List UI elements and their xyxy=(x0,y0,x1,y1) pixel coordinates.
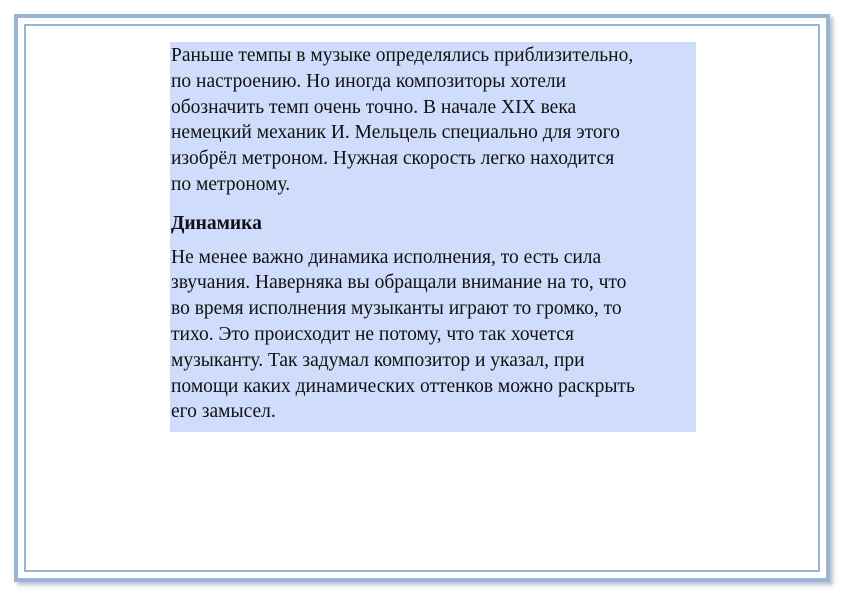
paragraph-dynamics xyxy=(171,245,696,426)
paragraph-line: по метроному. xyxy=(171,173,291,195)
paragraph-tempo xyxy=(171,42,696,198)
text-box xyxy=(170,42,696,432)
paragraph-line: тихо. Это происходит не потому, что так хочется xyxy=(171,323,574,345)
paragraph-line: помощи каких динамических оттенков можно раскрыть xyxy=(171,375,635,397)
paragraph-line: музыканту. Так задумал композитор и указал, при xyxy=(171,349,585,371)
paragraph-line: Не менее важно динамика исполнения, то есть сила xyxy=(171,246,602,268)
paragraph-line: немецкий механик И. Мельцель специально для этого xyxy=(171,122,620,144)
paragraph-line: изобрёл метроном. Нужная скорость легко находится xyxy=(171,148,615,170)
section-heading: Динамика xyxy=(171,212,262,234)
paragraph-line: Раньше темпы в музыке определялись приблизительно, xyxy=(171,45,634,66)
paragraph-line: его замысел. xyxy=(171,401,276,423)
paragraph-line: звучания. Наверняка вы обращали внимание на то, что xyxy=(171,272,627,294)
paragraph-line: во время исполнения музыканты играют то громко, то xyxy=(171,298,622,320)
paragraph-line: по настроению. Но иногда композиторы хотели xyxy=(171,70,567,92)
paragraph-line: обозначить темп очень точно. В начале XIX века xyxy=(171,96,577,118)
